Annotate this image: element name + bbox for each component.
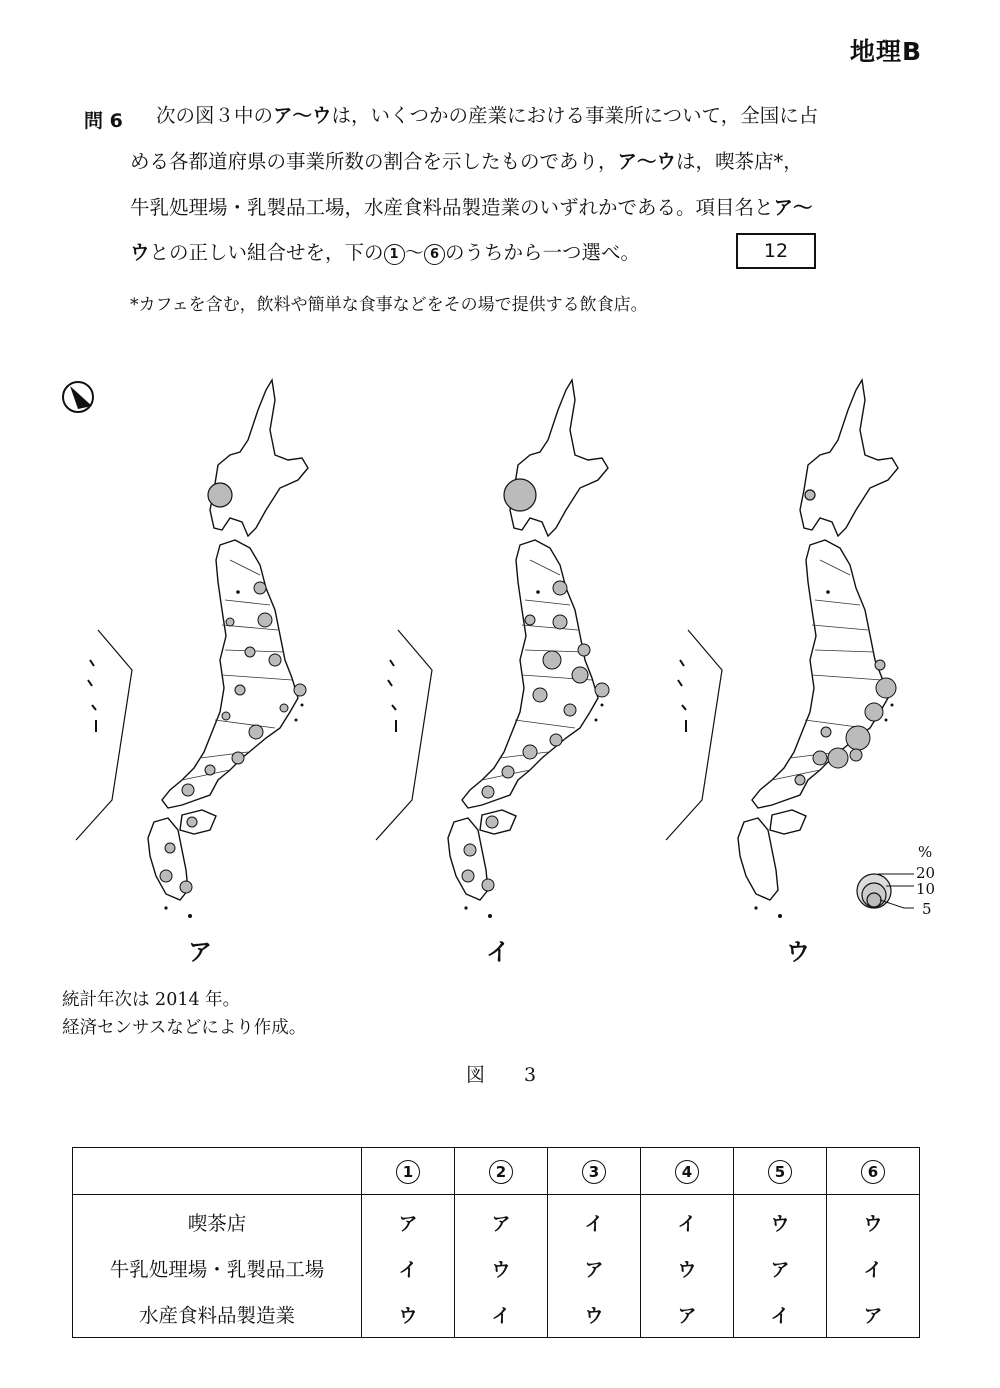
table-cell: イ (641, 1195, 734, 1246)
question-line-2 (130, 152, 803, 172)
map-figure (0, 360, 1000, 960)
legend-unit: % (918, 843, 933, 861)
legend-value-10: 10 (916, 880, 936, 898)
choice-header-2: 2 (455, 1148, 548, 1195)
table-cell: ウ (362, 1291, 455, 1338)
table-cell: イ (455, 1291, 548, 1338)
row-label-dairy: 牛乳処理場・乳製品工場 (73, 1245, 362, 1291)
question-bold: ア～ウ (273, 104, 332, 127)
legend-value-5: 5 (922, 900, 932, 918)
symbol-hokkaido (504, 479, 536, 511)
symbol-hokkaido (805, 490, 815, 500)
table-corner-cell (73, 1148, 362, 1195)
table-cell: ウ (827, 1195, 920, 1246)
question-text: は，喫茶店*， (676, 150, 803, 173)
question-line-3 (130, 198, 813, 218)
source-note-year: 統計年次は 2014 年。 (62, 990, 241, 1010)
question-number: 問 6 (84, 110, 123, 132)
question-bold: ア～ウ (617, 150, 677, 173)
map-u (666, 380, 914, 918)
choice-header-6: 6 (827, 1148, 920, 1195)
question-text: める各都道府県の事業所数の割合を示したものであり， (130, 150, 618, 173)
choice-number-circle: 6 (424, 244, 445, 265)
table-cell: ウ (641, 1245, 734, 1291)
figure-caption: 図 3 (466, 1064, 547, 1086)
symbol-size-legend (857, 874, 914, 908)
row-label-cafe: 喫茶店 (73, 1195, 362, 1246)
table-header-row (73, 1148, 920, 1195)
question-text: 次の図３中の (156, 104, 274, 127)
choice-header-1: 1 (362, 1148, 455, 1195)
table-cell: イ (548, 1195, 641, 1246)
table-cell: ア (641, 1291, 734, 1338)
choice-header-3: 3 (548, 1148, 641, 1195)
row-label-seafood: 水産食料品製造業 (73, 1291, 362, 1338)
question-line-4 (130, 243, 640, 265)
table-row (73, 1245, 920, 1291)
question-bold: ア～ (773, 196, 813, 219)
table-cell: イ (827, 1245, 920, 1291)
map-label-u: ウ (786, 938, 810, 966)
legend-value-20: 20 (916, 864, 936, 882)
subject-title: 地理B (850, 37, 923, 66)
table-row (73, 1195, 920, 1246)
north-arrow-icon (63, 382, 93, 412)
table-cell: ウ (734, 1195, 827, 1246)
choice-number-circle: 1 (384, 244, 405, 265)
question-text: ～ (404, 241, 425, 264)
question-text: との正しい組合せを，下の (149, 241, 384, 264)
question-text: は，いくつかの産業における事業所について，全国に占 (331, 104, 819, 127)
table-cell: ウ (548, 1291, 641, 1338)
table-cell: ア (734, 1245, 827, 1291)
map-label-a: ア (188, 938, 212, 966)
table-cell: ア (362, 1195, 455, 1246)
question-text: のうちから一つ選べ。 (445, 241, 641, 264)
footnote: *カフェを含む，飲料や簡単な食事などをその場で提供する飲食店。 (130, 295, 648, 315)
source-note-data: 経済センサスなどにより作成。 (62, 1018, 307, 1038)
table-cell: ウ (455, 1245, 548, 1291)
question-bold: ウ (130, 241, 150, 264)
symbol-hokkaido (208, 483, 232, 507)
answer-box[interactable]: 12 (736, 233, 816, 269)
map-a (76, 380, 308, 918)
table-row (73, 1291, 920, 1338)
question-text: 牛乳処理場・乳製品工場，水産食料品製造業のいずれかである。項目名と (130, 196, 774, 219)
choice-header-4: 4 (641, 1148, 734, 1195)
table-cell: イ (734, 1291, 827, 1338)
map-label-i: イ (486, 938, 510, 966)
choice-header-5: 5 (734, 1148, 827, 1195)
question-line-1 (156, 106, 818, 126)
table-cell: イ (362, 1245, 455, 1291)
table-cell: ア (455, 1195, 548, 1246)
table-cell: ア (827, 1291, 920, 1338)
map-i (376, 380, 609, 918)
table-cell: ア (548, 1245, 641, 1291)
choices-table (72, 1147, 920, 1338)
